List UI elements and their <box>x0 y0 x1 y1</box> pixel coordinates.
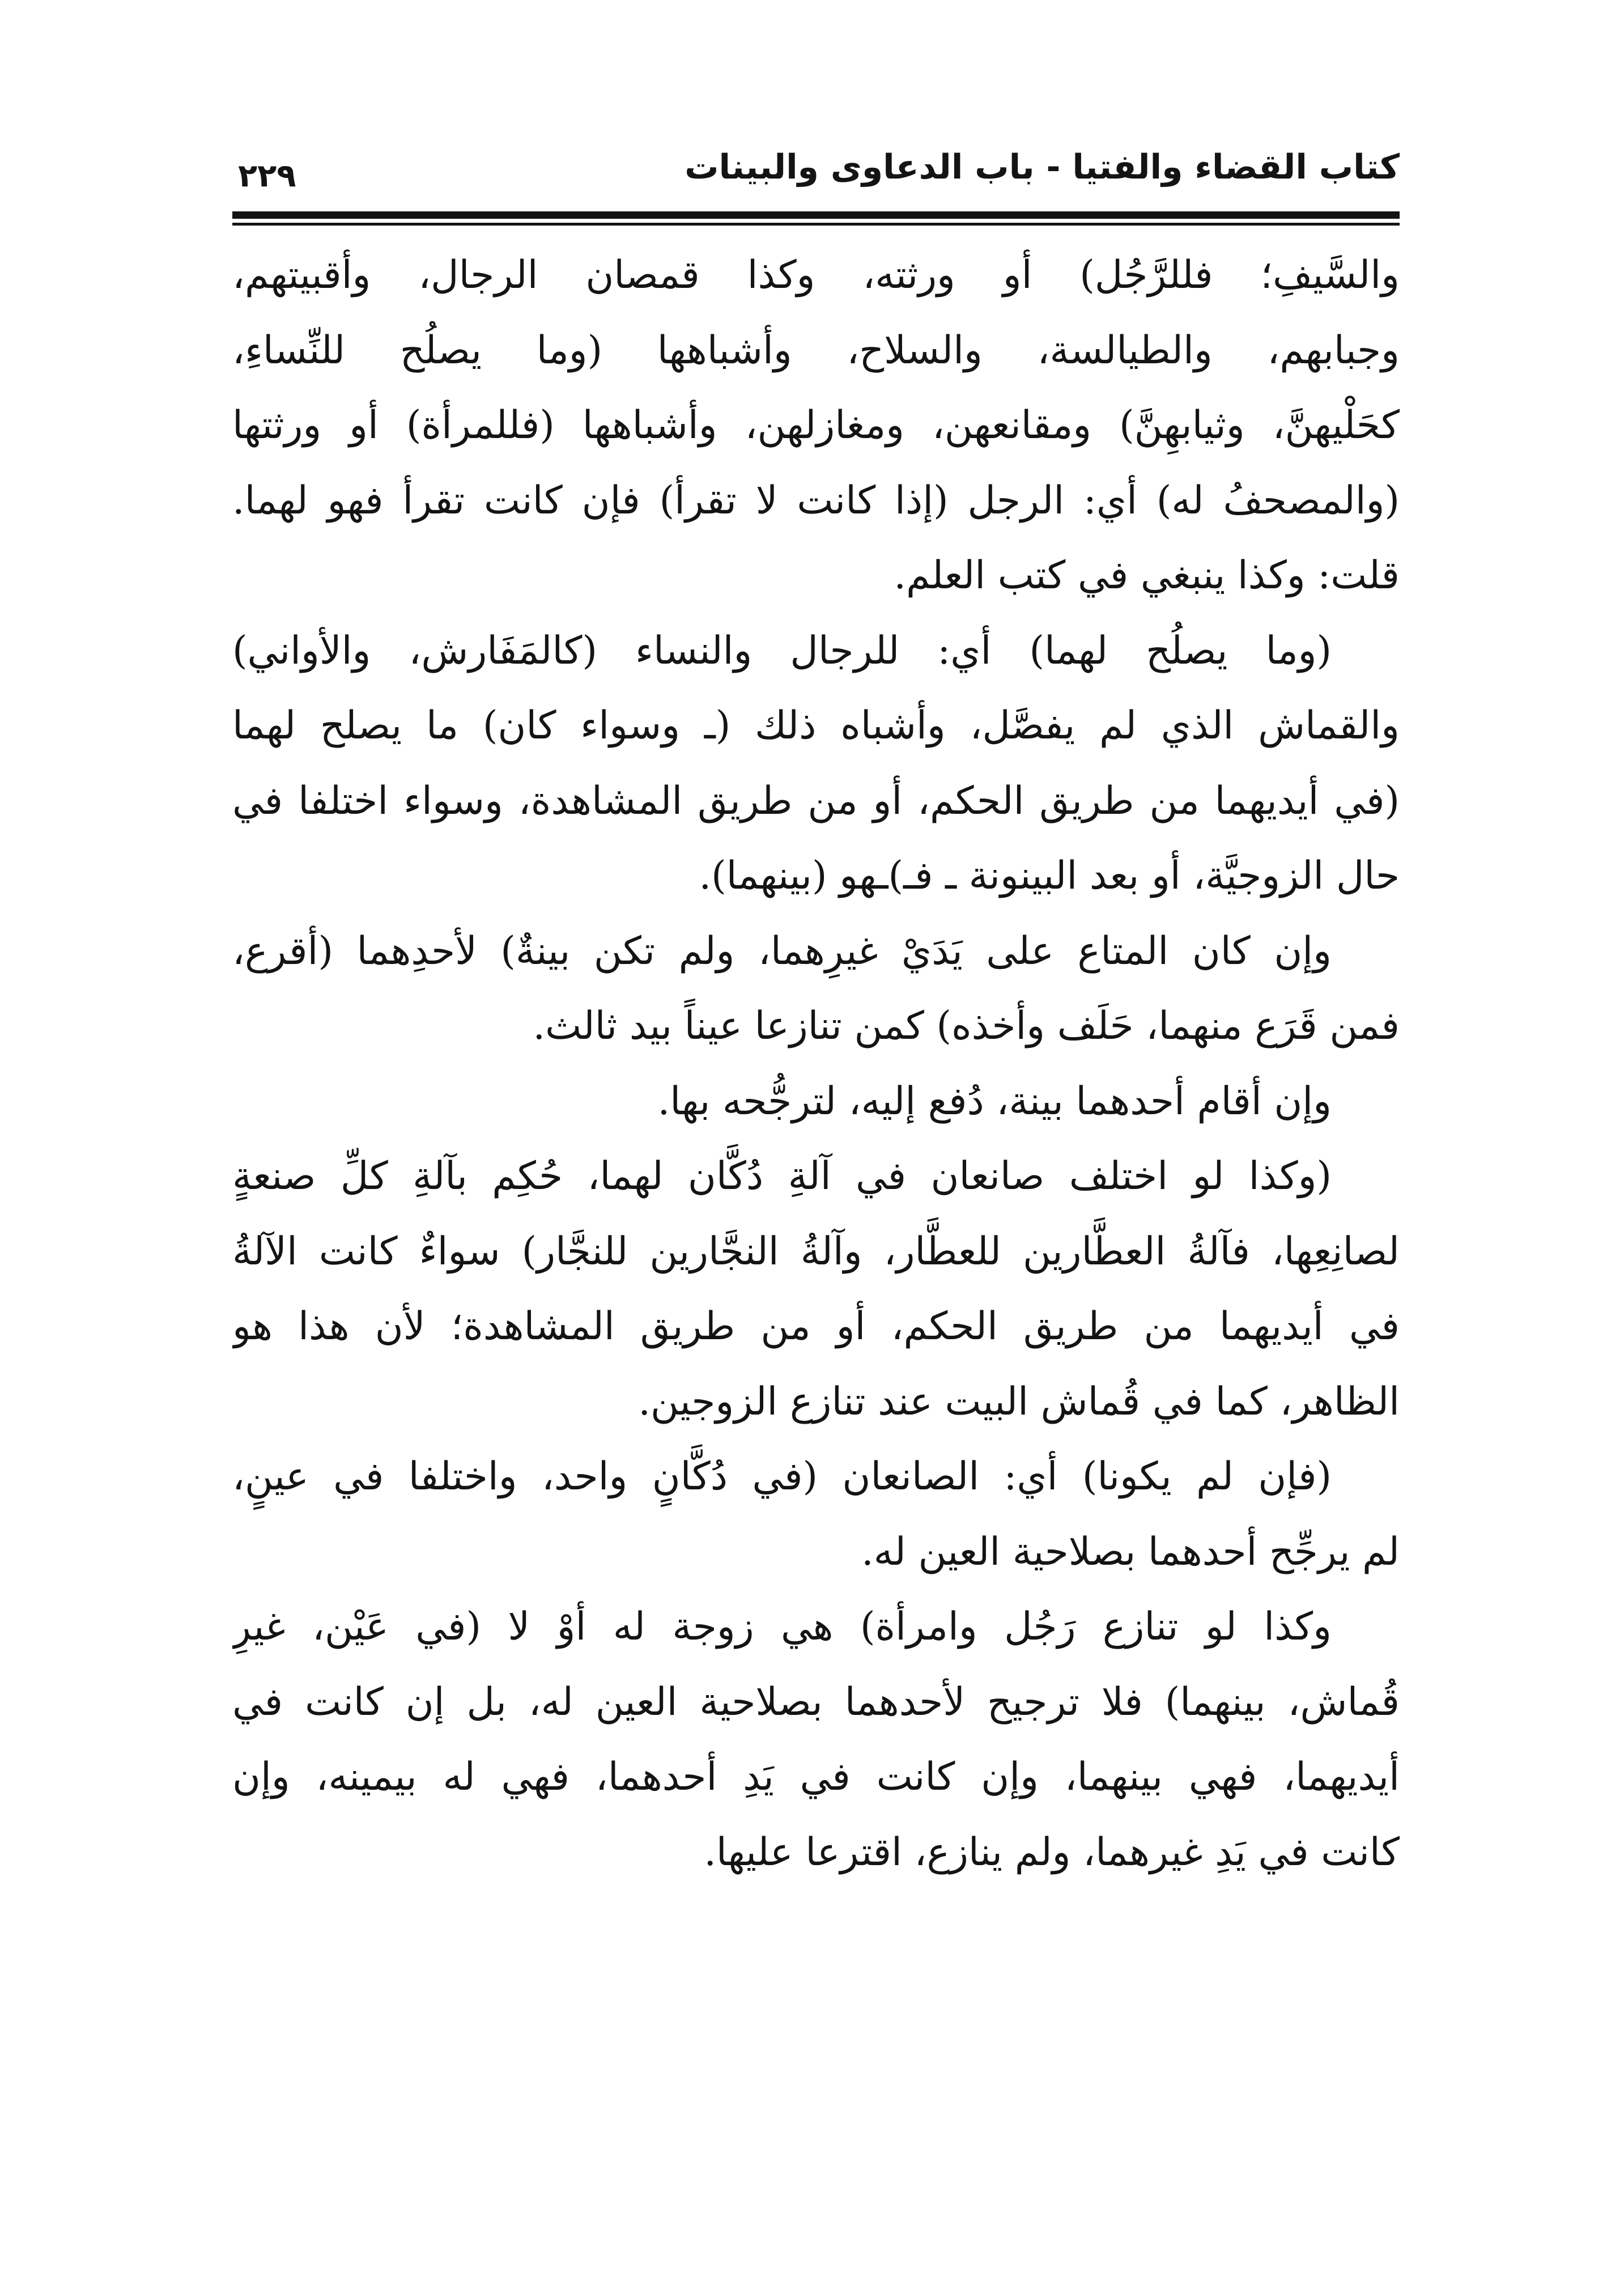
body-text <box>232 238 1400 1890</box>
text-line-4: (والمصحفُ له) أي: الرجل (إذا كانت لا تقرأ) فإن كانت تقرأ فهو لهما. <box>232 478 1400 523</box>
text-line-14: لصانِعِها، فآلةُ العطَّارين للعطَّار، وآلةُ النجَّارين للنجَّار) سواءٌ كانت الآلةُ <box>232 1229 1400 1274</box>
text-line-15: في أيديهما من طريق الحكم، أو من طريق المشاهدة؛ لأن هذا هو <box>232 1304 1400 1349</box>
text-line-17: (فإن لم يكونا) أي: الصانعان (في دُكَّانٍ واحد، واختلفا في عينٍ، <box>232 1454 1332 1499</box>
text-line-8: (في أيديهما من طريق الحكم، أو من طريق المشاهدة، وسواء اختلفا في <box>232 778 1400 823</box>
text-line-7: والقماش الذي لم يفصَّل، وأشباه ذلك (ـ وسواء كان) ما يصلح لهما <box>232 703 1400 748</box>
header-rule-thin <box>232 223 1400 226</box>
text-line-3: كحَلْيهنَّ، وثيابهِنَّ) ومقانعهن، ومغازلهن، وأشباهها (فللمرأة) أو ورثتها <box>232 403 1400 448</box>
text-line-9: حال الزوجيَّة، أو بعد البينونة ـ فـ)ـهو (بينهما). <box>699 853 1400 898</box>
text-line-19: وكذا لو تنازع رَجُل وامرأة) هي زوجة له أوْ لا (في عَيْن، غيرِ <box>232 1604 1332 1649</box>
text-line-21: أيديهما، فهي بينهما، وإن كانت في يَدِ أحدهما، فهي له بيمينه، وإن <box>232 1755 1400 1799</box>
page-number: ٢٢٩ <box>238 158 296 194</box>
text-line-18: لم يرجِّح أحدهما بصلاحية العين له. <box>861 1529 1400 1574</box>
header-rule-thick <box>232 211 1400 219</box>
running-title: كتاب القضاء والفتيا - باب الدعاوى والبينات <box>685 147 1400 187</box>
running-header <box>232 133 1400 207</box>
text-line-20: قُماش، بينهما) فلا ترجيح لأحدهما بصلاحية العين له، بل إن كانت في <box>232 1679 1400 1725</box>
text-line-1: والسَّيفِ؛ فللرَّجُل) أو ورثته، وكذا قمصان الرجال، وأقبيتهم، <box>232 253 1400 298</box>
text-line-11: فمن قَرَع منهما، حَلَف وأخذه) كمن تنازعا عيناً بيد ثالث. <box>533 1004 1400 1048</box>
text-line-2: وجبابهم، والطيالسة، والسلاح، وأشباهها (وما يصلُح للنِّساءِ، <box>232 328 1400 373</box>
text-line-22: كانت في يَدِ غيرهما، ولم ينازع، اقترعا عليها. <box>704 1829 1400 1875</box>
text-line-10: وإن كان المتاع على يَدَيْ غيرِهما، ولم تكن بينةٌ) لأحدِهما (أقرع، <box>232 928 1332 974</box>
text-line-13: (وكذا لو اختلف صانعان في آلةِ دُكَّان لهما، حُكِم بآلةِ كلِّ صنعةٍ <box>232 1154 1332 1199</box>
text-line-6: (وما يصلُح لهما) أي: للرجال والنساء (كالمَفَارش، والأواني) <box>232 628 1332 673</box>
text-line-5: قلت: وكذا ينبغي في كتب العلم. <box>894 553 1400 598</box>
text-line-16: الظاهر، كما في قُماش البيت عند تنازع الزوجين. <box>638 1379 1400 1424</box>
text-line-12: وإن أقام أحدهما بينة، دُفع إليه، لترجُّحه بها. <box>657 1078 1332 1124</box>
